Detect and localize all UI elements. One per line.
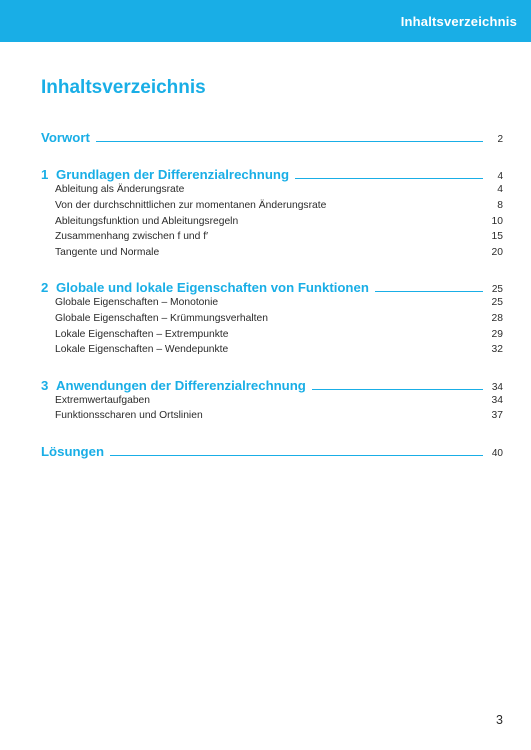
toc-entry-vorwort[interactable] [41,130,503,145]
toc-chapter-label [41,280,369,295]
toc-page-number: 32 [491,344,503,355]
toc-page-number: 37 [491,410,503,421]
toc-page-number: 25 [491,297,503,308]
toc-item[interactable] [41,231,503,242]
toc-item[interactable] [41,395,503,406]
chapter-title: Grundlagen der Differenzialrechnung [56,167,290,182]
leader-line [312,389,483,390]
header-bar [0,0,531,42]
toc-page-number: 8 [497,200,503,211]
toc-item-label: Ableitungsfunktion und Ableitungsregeln [55,216,239,227]
toc-page-number: 28 [491,313,503,324]
toc-item[interactable] [41,313,503,324]
toc-chapter-1[interactable] [41,167,503,182]
toc-page-number: 25 [491,284,503,295]
page-title: Inhaltsverzeichnis [41,77,206,98]
toc-item[interactable] [41,410,503,421]
leader-line [110,455,483,456]
toc-chapter-2[interactable] [41,280,503,295]
page-number: 3 [496,713,503,727]
toc-page-number: 4 [497,171,503,182]
toc-entry-label: Lösungen [41,444,105,459]
toc-item[interactable] [41,329,503,340]
chapter-number: 2 [41,280,49,295]
toc-chapter-label [41,378,306,393]
toc-item-label: Ableitung als Änderungsrate [55,184,185,195]
toc-page-number: 34 [491,395,503,406]
toc-entry-label: Vorwort [41,130,90,145]
toc-page-number: 10 [491,216,503,227]
toc-item-label: Lokale Eigenschaften – Wendepunkte [55,344,229,355]
toc-page-number: 20 [491,247,503,258]
toc-chapter-3[interactable] [41,378,503,393]
toc-chapter-label [41,167,289,182]
header-title: Inhaltsverzeichnis [400,14,517,29]
toc-entry-loesungen[interactable] [41,444,503,459]
toc-item[interactable] [41,247,503,258]
chapter-title: Globale und lokale Eigenschaften von Funktionen [56,280,369,295]
toc-item-label: Globale Eigenschaften – Monotonie [55,297,219,308]
toc-item[interactable] [41,200,503,211]
toc-page-number: 34 [491,382,503,393]
toc-page-number: 40 [491,448,503,459]
toc-page-number: 15 [491,231,503,242]
toc-item[interactable] [41,297,503,308]
chapter-title: Anwendungen der Differenzialrechnung [56,378,306,393]
toc-page-number: 2 [497,134,503,145]
toc-item[interactable] [41,216,503,227]
toc-page-number: 4 [497,184,503,195]
toc-item[interactable] [41,184,503,195]
toc-item-label: Tangente und Normale [55,247,160,258]
toc-item-label: Funktionsscharen und Ortslinien [55,410,203,421]
toc-item-label: Von der durchschnittlichen zur momentanen Änderungsrate [55,200,327,211]
chapter-number: 1 [41,167,49,182]
toc-item-label: Lokale Eigenschaften – Extrempunkte [55,329,229,340]
toc-item-label: Globale Eigenschaften – Krümmungsverhalten [55,313,268,324]
toc-item-label: Zusammenhang zwischen f und f′ [55,231,209,242]
toc-item[interactable] [41,344,503,355]
chapter-number: 3 [41,378,49,393]
toc-item-label: Extremwertaufgaben [55,395,151,406]
toc-page-number: 29 [491,329,503,340]
leader-line [295,178,483,179]
leader-line [96,141,483,142]
leader-line [375,291,483,292]
